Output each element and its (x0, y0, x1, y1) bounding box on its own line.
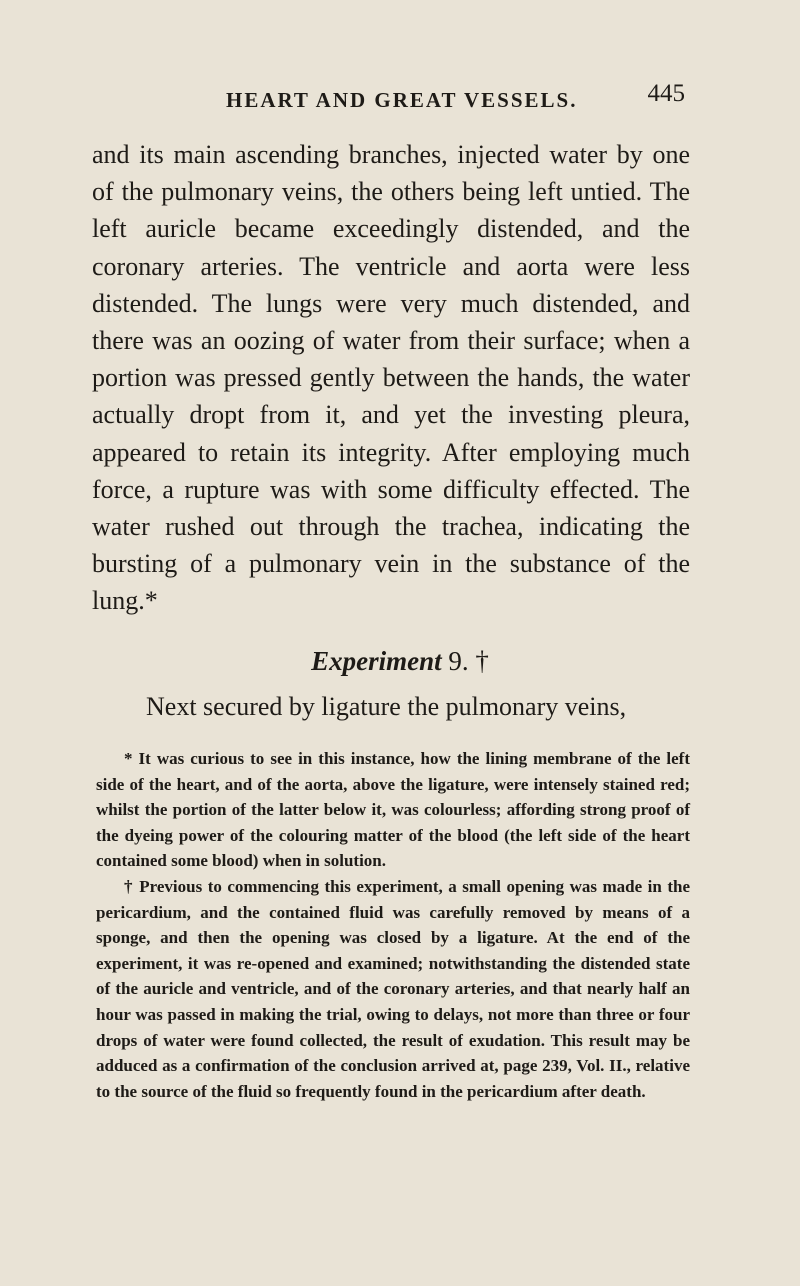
footnotes (96, 746, 690, 1104)
footnote-dagger: † Previous to commencing this experiment, a small opening was made in the pericardium, and the contained fluid was carefully removed by means of a sponge, and then the opening was closed by a ligature. At the end of the experiment, it was re-opened and examined; notwithstanding the distended state of the auricle and ventricle, and of the coronary arteries, and that nearly half an hour was passed in making the trial, owing to delays, not more than three or four drops of water were found collected, the result of exudation. This result may be adduced as a confirmation of the conclusion arrived at, page 239, Vol. II., relative to the source of the fluid so frequently found in the pericardium after death. (96, 876, 690, 1101)
main-text (92, 136, 690, 620)
experiment-heading (0, 646, 800, 677)
page-number: 445 (647, 80, 685, 107)
running-title: HEART AND GREAT VESSELS. (226, 88, 578, 112)
footnote-asterisk: * It was curious to see in this instance, how the lining membrane of the left side of the heart, and of the aorta, above the ligature, were intensely stained red; whilst the portion of the latter below it, was colourless; affording strong proof of the dyeing power of the colouring matter of the blood (the left side of the heart contained some blood) when in solution. (96, 749, 690, 871)
running-header (90, 80, 685, 120)
experiment-opening-line: Next secured by ligature the pulmonary veins, (146, 692, 627, 721)
experiment-number: 9. † (448, 646, 489, 676)
body-paragraph: and its main ascending branches, injected water by one of the pulmonary veins, the others being left untied. The left auricle became exceedingly distended, and the coronary arteries. The ventricle and aorta were less distended. The lungs were very much distended, and there was an oozing of water from their surface; when a portion was pressed gently between the hands, the water actually dropt from it, and yet the investing pleura, appeared to retain its integrity. After employing much force, a rupture was with some difficulty effected. The water rushed out through the trachea, indicating the bursting of a pulmonary vein in the substance of the lung.* (92, 140, 690, 616)
experiment-label: Experiment (311, 646, 442, 676)
